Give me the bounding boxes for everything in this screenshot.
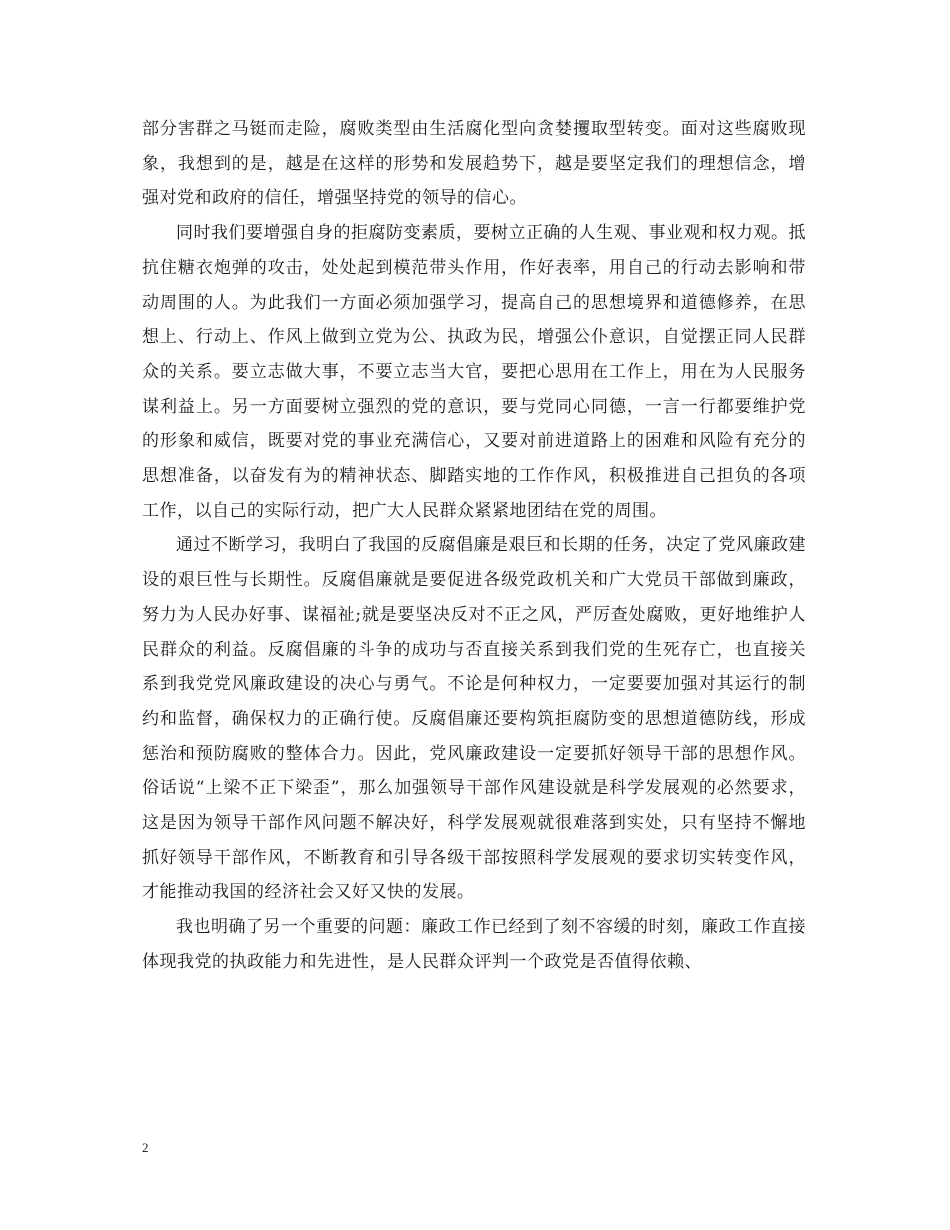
document-body xyxy=(142,112,806,980)
paragraph-1: 部分害群之马铤而走险，腐败类型由生活腐化型向贪婪攫取型转变。面对这些腐败现象，我想到的是，越是在这样的形势和发展趋势下，越是要坚定我们的理想信念，增强对党和政府的信任，增强坚持党的领导的信心。 xyxy=(142,119,806,209)
paragraph-3: 通过不断学习，我明白了我国的反腐倡廉是艰巨和长期的任务，决定了党风廉政建设的艰巨性与长期性。反腐倡廉就是要促进各级党政机关和广大党员干部做到廉政，努力为人民办好事、谋福祉;就是要坚决反对不正之风，严厉查处腐败，更好地维护人民群众的利益。反腐倡廉的斗争的成功与否直接关系到我们党的生死存亡，也直接关系到我党党风廉政建设的决心与勇气。不论是何种权力，一定要要加强对其运行的制约和监督，确保权力的正确行使。反腐倡廉还要构筑拒腐防变的思想道德防线，形成惩治和预防腐败的整体合力。因此，党风廉政建设一定要抓好领导干部的思想作风。俗话说“上梁不正下梁歪”，那么加强领导干部作风建设就是科学发展观的必然要求，这是因为领导干部作风问题不解决好，科学发展观就很难落到实处，只有坚持不懈地抓好领导干部作风，不断教育和引导各级干部按照科学发展观的要求切实转变作风，才能推动我国的经济社会又好又快的发展。 xyxy=(142,535,806,903)
paragraph-4: 我也明确了另一个重要的问题：廉政工作已经到了刻不容缓的时刻，廉政工作直接体现我党的执政能力和先进性，是人民群众评判一个政党是否值得依赖、 xyxy=(142,917,806,972)
paragraph-2: 同时我们要增强自身的拒腐防变素质，要树立正确的人生观、事业观和权力观。抵抗住糖衣炮弹的攻击，处处起到模范带头作用，作好表率，用自己的行动去影响和带动周围的人。为此我们一方面必须加强学习，提高自己的思想境界和道德修养，在思想上、行动上、作风上做到立党为公、执政为民，增强公仆意识，自觉摆正同人民群众的关系。要立志做大事，不要立志当大官，要把心思用在工作上，用在为人民服务谋利益上。另一方面要树立强烈的党的意识，要与党同心同德，一言一行都要维护党的形象和威信，既要对党的事业充满信心，又要对前进道路上的困难和风险有充分的思想准备，以奋发有为的精神状态、脚踏实地的工作作风，积极推进自己担负的各项工作，以自己的实际行动，把广大人民群众紧紧地团结在党的周围。 xyxy=(142,223,806,521)
page-number: 2 xyxy=(142,1140,149,1155)
